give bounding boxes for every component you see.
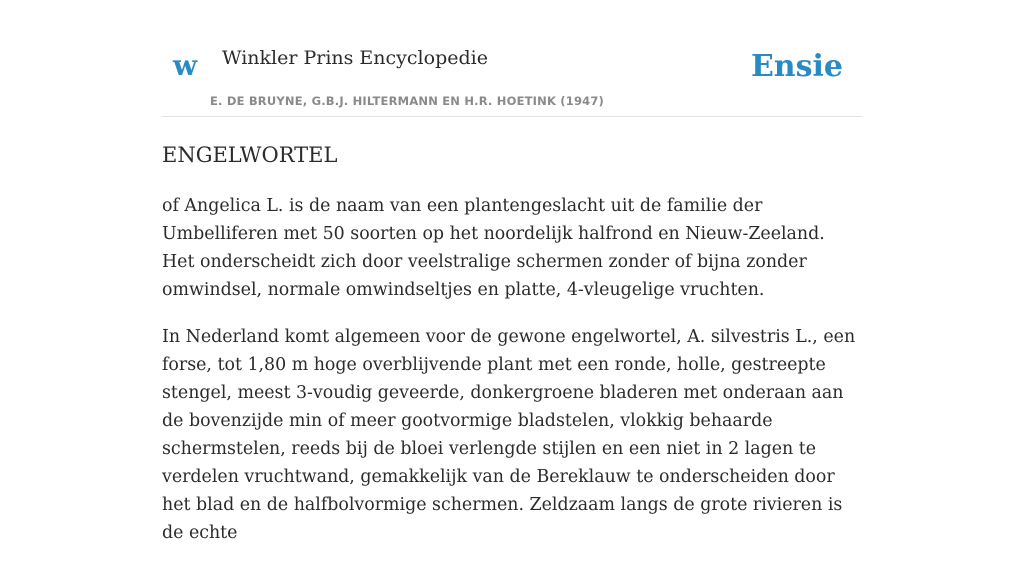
site-header (162, 0, 862, 117)
entry-title: ENGELWORTEL (162, 143, 338, 167)
winkler-prins-logo[interactable]: w (173, 49, 198, 82)
article-paragraph: of Angelica L. is de naam van een plantengeslacht uit de familie der Umbelliferen met 50 soorten op het noordelijk halfrond en Nieuw-Zeeland. Het onderscheidt zich door veelstralige schermen zonder of bijna zonder omwindsel, normale omwindseltjes en platte, 4-vleugelige vruchten. (162, 196, 825, 300)
article-paragraph: In Nederland komt algemeen voor de gewone engelwortel, A. silvestris L., een forse, tot 1,80 m hoge overblijvende plant met een ronde, holle, gestreepte stengel, meest 3-voudig geveerde, donkergroene bladeren met onderaan aan de bovenzijde min of meer gootvormige bladstelen, vlokkig behaarde schermstelen, reeds bij de bloei verlengde stijlen en een niet in 2 lagen te verdelen vruchtwand, gemakkelijk van de Bereklauw te onderscheiden door het blad en de halfbolvormige schermen. Zeldzaam langs de grote rivieren is de echte (162, 327, 856, 543)
authors-line: E. DE BRUYNE, G.B.J. HILTERMANN EN H.R. HOETINK (1947) (210, 94, 605, 108)
article-body (162, 192, 862, 566)
encyclopedia-title: Winkler Prins Encyclopedie (222, 47, 488, 69)
ensie-brand-link[interactable]: Ensie (750, 49, 843, 84)
